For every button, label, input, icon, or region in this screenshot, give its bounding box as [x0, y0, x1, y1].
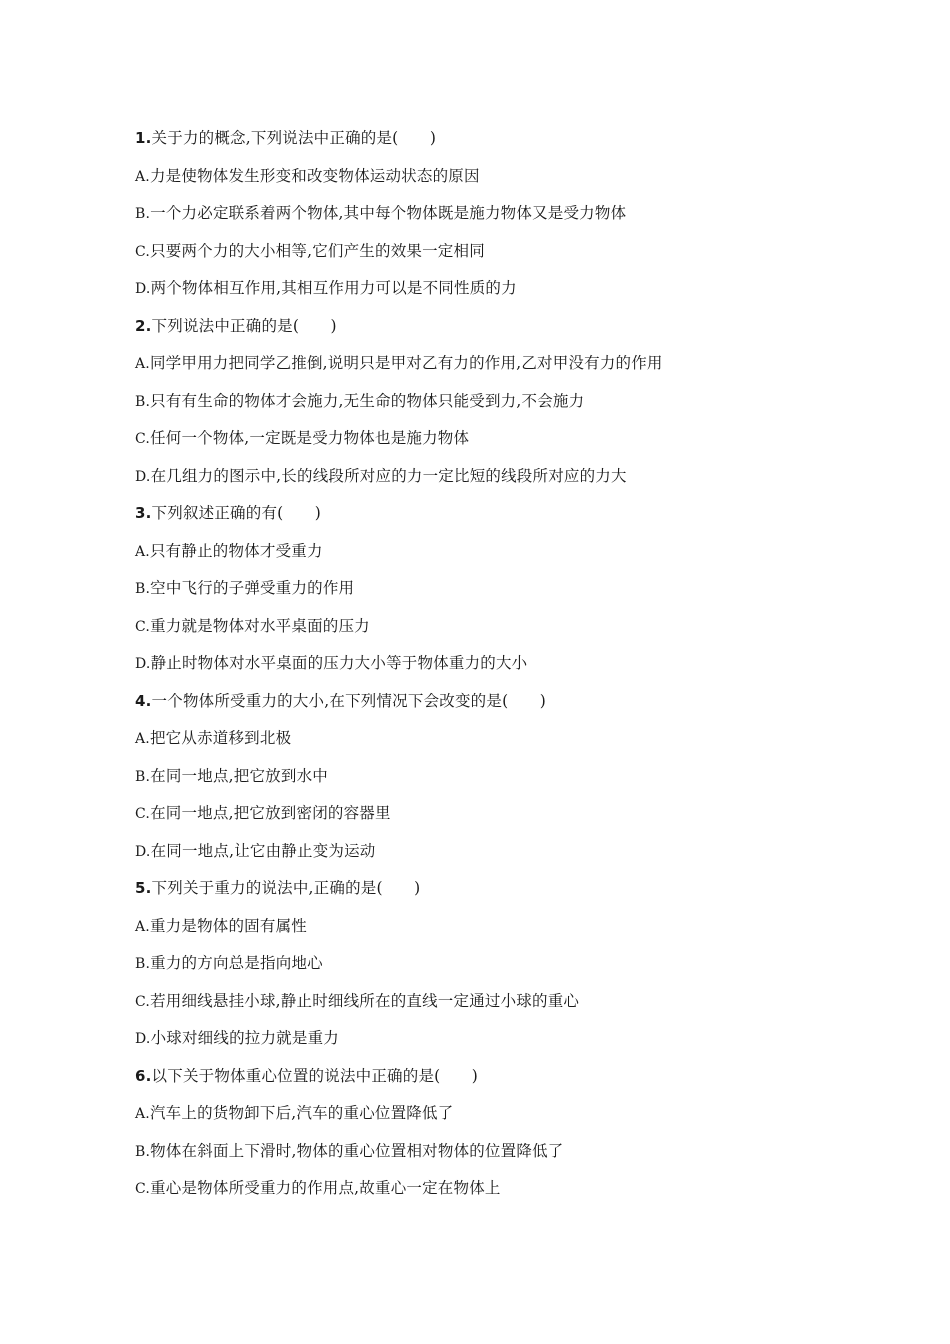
question-2: [135, 316, 855, 504]
option-d: [135, 466, 855, 504]
option-text: 重心是物体所受重力的作用点,故重心一定在物体上: [150, 1179, 501, 1197]
option-letter: A.: [135, 731, 150, 747]
option-letter: A.: [135, 1106, 150, 1122]
question-text: 一个物体所受重力的大小,在下列情况下会改变的是( ): [151, 691, 546, 710]
option-text: 任何一个物体,一定既是受力物体也是施力物体: [150, 429, 470, 447]
option-letter: C.: [135, 1181, 151, 1197]
option-text: 小球对细线的拉力就是重力: [150, 1029, 339, 1047]
question-number: 5.: [135, 879, 152, 897]
question-text: 关于力的概念,下列说法中正确的是( ): [151, 129, 437, 147]
option-letter: D.: [135, 281, 151, 297]
option-text: 同学甲用力把同学乙推倒,说明只是甲对乙有力的作用,乙对甲没有力的作用: [149, 354, 663, 372]
question-4: [135, 691, 855, 879]
option-c: [135, 991, 855, 1029]
option-c: [135, 428, 855, 466]
option-d: [135, 841, 855, 879]
option-letter: B.: [135, 1143, 151, 1160]
option-text: 只要两个力的大小相等,它们产生的效果一定相同: [150, 241, 485, 260]
question-text: 以下关于物体重心位置的说法中正确的是( ): [151, 1066, 479, 1085]
option-letter: B.: [135, 581, 151, 597]
option-a: [135, 916, 855, 954]
option-letter: B.: [135, 206, 151, 222]
option-c: [135, 1178, 855, 1216]
worksheet-page: [135, 128, 855, 1216]
option-a: [135, 1103, 855, 1141]
option-letter: B.: [135, 956, 151, 972]
question-text: 下列说法中正确的是( ): [151, 316, 337, 335]
option-letter: C.: [135, 806, 151, 822]
option-c: [135, 803, 855, 841]
question-stem: [135, 691, 855, 729]
question-5: [135, 878, 855, 1066]
question-stem: [135, 503, 855, 541]
option-a: [135, 166, 855, 204]
option-a: [135, 353, 855, 391]
option-b: [135, 1141, 855, 1179]
option-b: [135, 203, 855, 241]
option-a: [135, 541, 855, 579]
option-letter: B.: [135, 393, 151, 410]
option-letter: D.: [135, 1031, 151, 1047]
option-text: 汽车上的货物卸下后,汽车的重心位置降低了: [149, 1104, 454, 1122]
option-text: 在同一地点,把它放到密闭的容器里: [150, 804, 391, 822]
option-b: [135, 578, 855, 616]
option-b: [135, 391, 855, 429]
option-letter: A.: [135, 543, 150, 560]
question-stem: [135, 316, 855, 354]
option-text: 把它从赤道移到北极: [149, 729, 292, 747]
question-text: 下列关于重力的说法中,正确的是( ): [151, 879, 421, 897]
option-b: [135, 766, 855, 804]
option-letter: A.: [135, 168, 150, 185]
option-text: 只有静止的物体才受重力: [149, 541, 323, 560]
option-text: 物体在斜面上下滑时,物体的重心位置相对物体的位置降低了: [150, 1141, 564, 1160]
question-stem: [135, 128, 855, 166]
question-stem: [135, 1066, 855, 1104]
question-3: [135, 503, 855, 691]
question-number: 1.: [135, 129, 152, 147]
option-letter: D.: [135, 843, 151, 860]
option-text: 在同一地点,让它由静止变为运动: [150, 841, 376, 860]
option-letter: A.: [135, 356, 150, 372]
option-text: 重力的方向总是指向地心: [150, 954, 323, 972]
option-text: 重力就是物体对水平桌面的压力: [150, 616, 370, 635]
option-letter: D.: [135, 656, 151, 672]
option-text: 在同一地点,把它放到水中: [150, 766, 328, 785]
option-text: 重力是物体的固有属性: [149, 916, 307, 935]
option-text: 只有有生命的物体才会施力,无生命的物体只能受到力,不会施力: [150, 391, 585, 410]
option-c: [135, 241, 855, 279]
option-text: 若用细线悬挂小球,静止时细线所在的直线一定通过小球的重心: [150, 991, 580, 1010]
option-letter: B.: [135, 768, 151, 785]
option-text: 静止时物体对水平桌面的压力大小等于物体重力的大小: [150, 654, 528, 672]
option-b: [135, 953, 855, 991]
option-d: [135, 1028, 855, 1066]
option-letter: C.: [135, 993, 151, 1010]
question-1: [135, 128, 855, 316]
option-c: [135, 616, 855, 654]
option-letter: A.: [135, 918, 150, 935]
question-number: 6.: [135, 1066, 152, 1085]
question-text: 下列叙述正确的有( ): [151, 504, 322, 522]
option-letter: C.: [135, 431, 151, 447]
option-a: [135, 728, 855, 766]
question-number: 2.: [135, 316, 152, 335]
option-letter: D.: [135, 468, 151, 485]
question-stem: [135, 878, 855, 916]
option-text: 两个物体相互作用,其相互作用力可以是不同性质的力: [150, 279, 517, 297]
option-text: 一个力必定联系着两个物体,其中每个物体既是施力物体又是受力物体: [150, 204, 627, 222]
question-6: [135, 1066, 855, 1216]
option-text: 在几组力的图示中,长的线段所对应的力一定比短的线段所对应的力大: [150, 466, 627, 485]
option-text: 空中飞行的子弹受重力的作用: [150, 579, 355, 597]
question-number: 3.: [135, 504, 152, 522]
option-d: [135, 278, 855, 316]
option-letter: C.: [135, 243, 151, 260]
option-d: [135, 653, 855, 691]
option-letter: C.: [135, 618, 151, 635]
question-number: 4.: [135, 691, 152, 710]
option-text: 力是使物体发生形变和改变物体运动状态的原因: [149, 166, 480, 185]
